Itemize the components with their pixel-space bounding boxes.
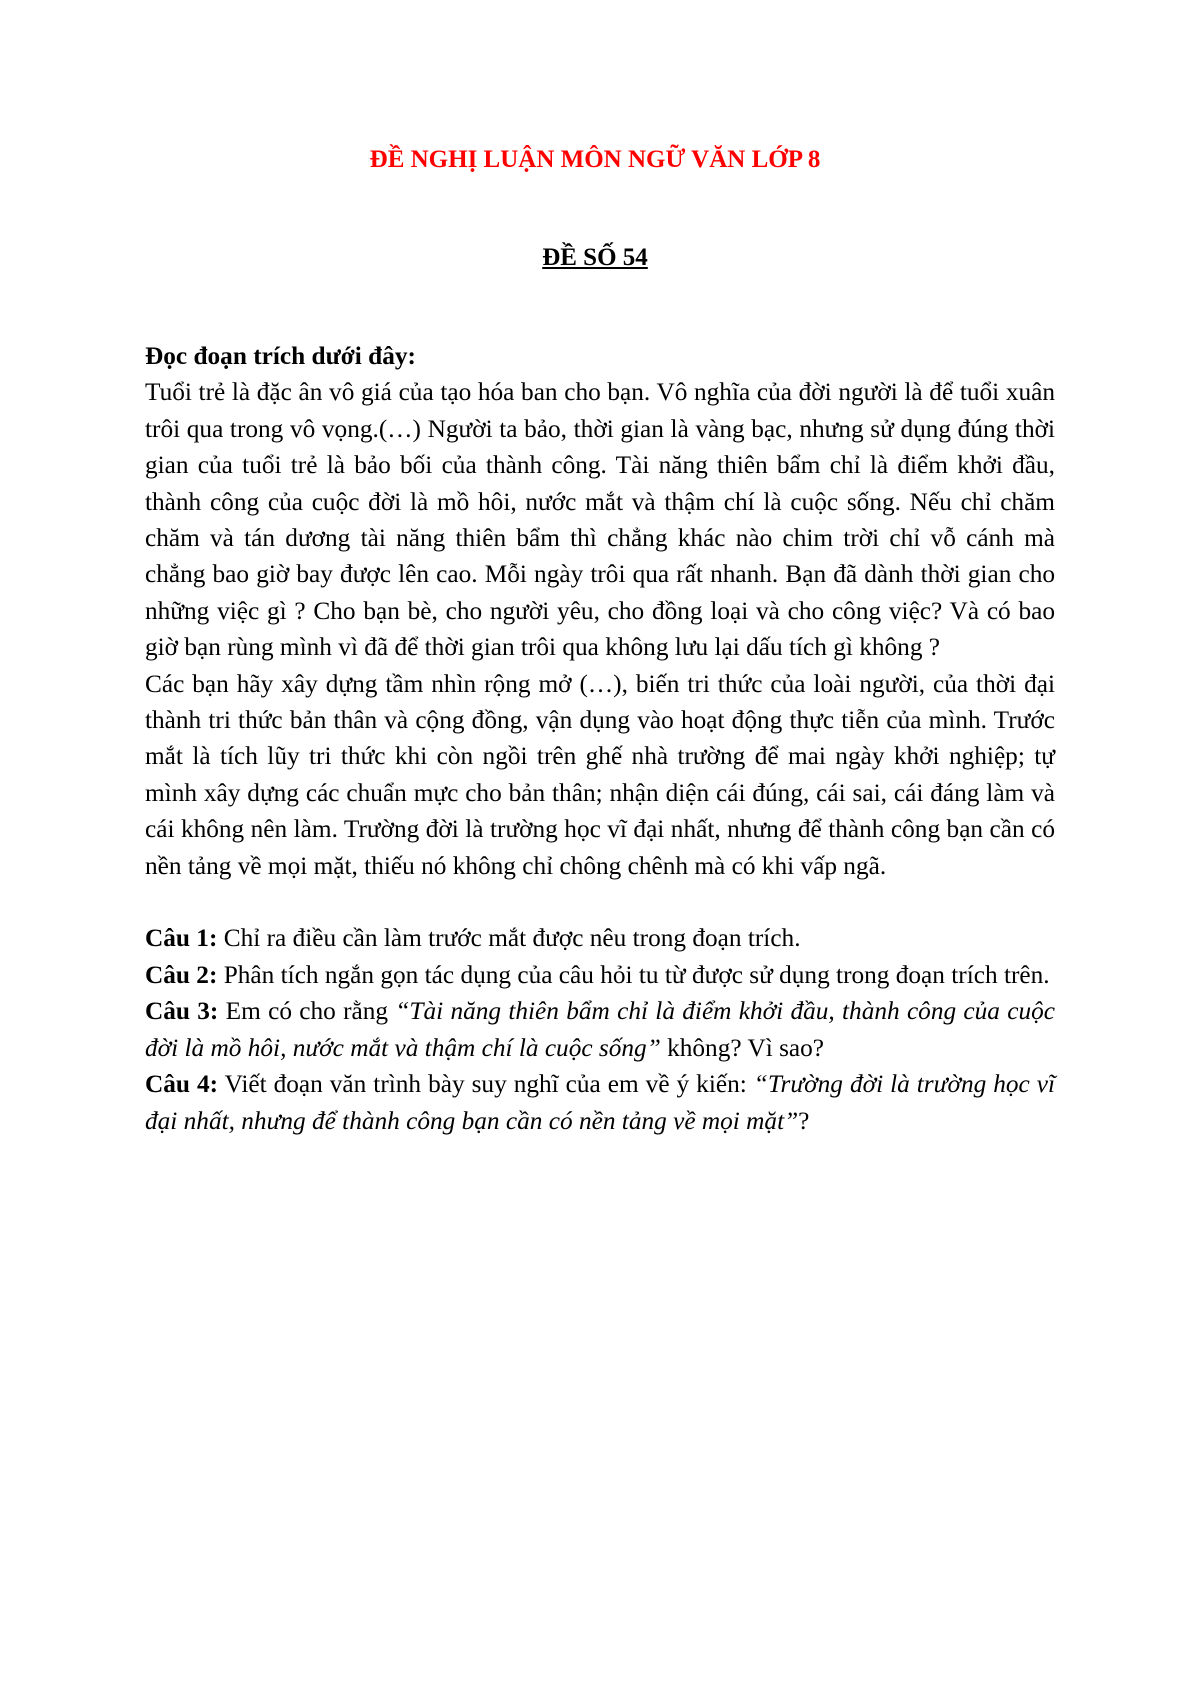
passage-paragraph-2: Các bạn hãy xây dựng tầm nhìn rộng mở (…), biến tri thức của loài người, của thời đại thành tri thức bản thân và cộng đồng, vận dụng vào hoạt động thực tiễn của mình. Trước mắt là tích lũy tri thức khi còn ngồi trên ghế nhà trường để mai ngày khởi nghiệp; tự mình xây dựng các chuẩn mực cho bản thân; nhận diện cái đúng, cái sai, cái đáng làm và cái không nên làm. Trường đời là trường học vĩ đại nhất, nhưng để thành công bạn cần có nền tảng về mọi mặt, thiếu nó không chỉ chông chênh mà có khi vấp ngã. (145, 669, 1055, 880)
exam-number: ĐỀ SỐ 54 (542, 244, 648, 271)
passage-paragraph-1: Tuổi trẻ là đặc ân vô giá của tạo hóa ban cho bạn. Vô nghĩa của đời người là để tuổi xuân trôi qua trong vô vọng.(…) Người ta bảo, thời gian là vàng bạc, nhưng sử dụng đúng thời gian của tuổi trẻ là bảo bối của thành công. Tài năng thiên bẩm chỉ là điểm khởi đầu, thành công của cuộc đời là mồ hôi, nước mắt và thậm chí là cuộc sống. Nếu chỉ chăm chăm và tán dương tài năng thiên bẩm thì chẳng khác nào chim trời chỉ vỗ cánh mà chẳng bao giờ bay được lên cao. Mỗi ngày trôi qua rất nhanh. Bạn đã dành thời gian cho những việc gì ? Cho bạn bè, cho người yêu, cho đồng loại và cho công việc? Và có bao giờ bạn rùng mình vì đã để thời gian trôi qua không lưu lại dấu tích gì không ? (145, 378, 1055, 662)
question-3 (145, 993, 1055, 1066)
question-2-label: Câu 2: (145, 960, 218, 989)
question-1 (145, 920, 1055, 956)
question-3-text-after: không? Vì sao? (660, 1033, 825, 1062)
question-4-text-after: ? (798, 1106, 810, 1135)
question-4-label: Câu 4: (145, 1070, 219, 1099)
question-3-text-before: Em có cho rằng (218, 997, 396, 1026)
question-2-text: Phân tích ngắn gọn tác dụng của câu hỏi tu từ được sử dụng trong đoạn trích trên. (217, 960, 1050, 989)
question-4-quote: “Trường đời là trường học vĩ đại nhất, nhưng để thành công bạn cần có nền tảng về mọi mặt” (145, 1070, 1056, 1135)
document-body (145, 338, 1055, 1139)
question-1-label: Câu 1: (145, 924, 218, 953)
question-3-quote: “Tài năng thiên bẩm chỉ là điểm khởi đầu, thành công của cuộc đời là mồ hôi, nước mắt và thậm chí là cuộc sống” (145, 997, 1055, 1062)
spacer (145, 884, 1055, 920)
question-4 (145, 1066, 1055, 1139)
prompt-heading: Đọc đoạn trích dưới đây: (145, 342, 416, 370)
document-title: ĐỀ NGHỊ LUẬN MÔN NGỮ VĂN LỚP 8 (369, 146, 821, 173)
question-2 (145, 957, 1055, 993)
question-4-text-before: Viết đoạn văn trình bày suy nghĩ của em về ý kiến: (218, 1070, 754, 1099)
question-3-label: Câu 3: (145, 997, 219, 1026)
question-1-text: Chỉ ra điều cần làm trước mắt được nêu trong đoạn trích. (217, 924, 801, 953)
